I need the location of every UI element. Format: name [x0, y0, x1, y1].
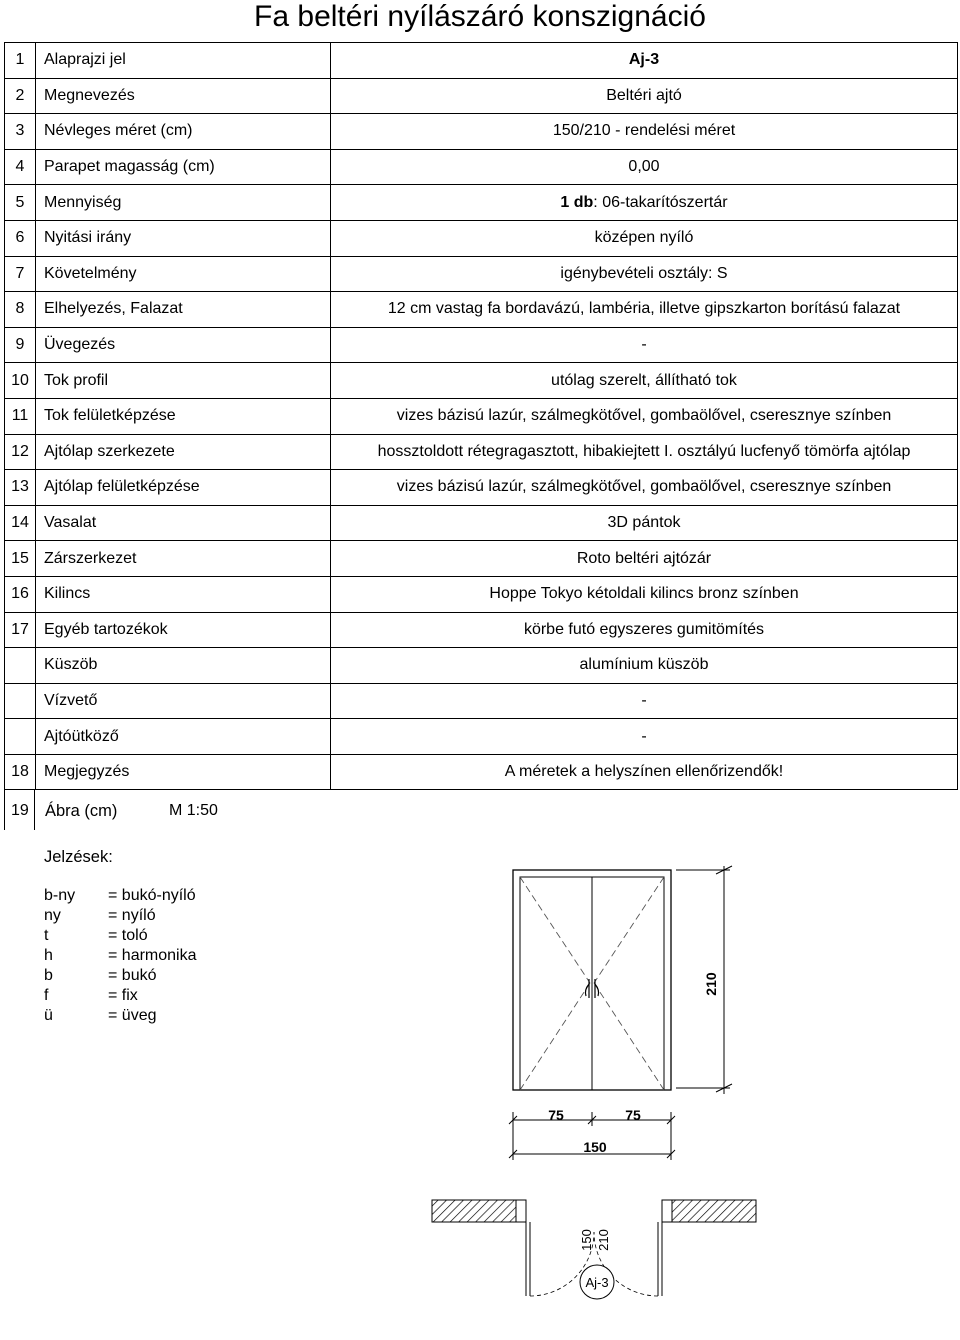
row-value: középen nyíló	[331, 220, 958, 256]
row-number: 19	[11, 802, 29, 819]
legend-value: = fix	[108, 987, 138, 1004]
row-label: Küszöb	[36, 648, 331, 684]
door-tag-label: Aj-3	[585, 1275, 609, 1290]
row-label: Megjegyzés	[36, 754, 331, 790]
row-label: Vízvető	[36, 683, 331, 719]
row-value: vizes bázisú lazúr, szálmegkötővel, gombaölővel, cseresznye színben	[331, 470, 958, 506]
scale-label: M 1:50	[169, 802, 218, 819]
row-number: 15	[5, 541, 36, 577]
row-value: Beltéri ajtó	[331, 78, 958, 114]
row-value: hossztoldott rétegragasztott, hibakiejtett I. osztályú lucfenyő tömörfa ajtólap	[331, 434, 958, 470]
row-label: Ajtóütköző	[36, 719, 331, 755]
legend-value: = üveg	[108, 1007, 157, 1024]
row-value: 12 cm vastag fa bordavázú, lambéria, illetve gipszkarton borítású falazat	[331, 292, 958, 328]
row-number: 3	[5, 114, 36, 150]
plan-height-label: 210	[596, 1229, 611, 1251]
row-label: Követelmény	[36, 256, 331, 292]
wall-right	[672, 1200, 756, 1222]
legend-key: f	[44, 987, 49, 1004]
leaf-right-dim-label: 75	[625, 1107, 641, 1123]
row-value: Roto beltéri ajtózár	[331, 541, 958, 577]
row-value: -	[331, 683, 958, 719]
row-value: -	[331, 719, 958, 755]
row-label: Egyéb tartozékok	[36, 612, 331, 648]
legend-key: ü	[44, 1007, 53, 1024]
row-number: 5	[5, 185, 36, 221]
row-label: Parapet magasság (cm)	[36, 149, 331, 185]
row-value: vizes bázisú lazúr, szálmegkötővel, gombaölővel, cseresznye színben	[331, 398, 958, 434]
row-label: Ajtólap szerkezete	[36, 434, 331, 470]
row-number: 12	[5, 434, 36, 470]
plan-width-label: 150	[579, 1229, 594, 1251]
row-number: 14	[5, 505, 36, 541]
row-number: 10	[5, 363, 36, 399]
row-label: Kilincs	[36, 576, 331, 612]
row-number: 9	[5, 327, 36, 363]
row-number: 7	[5, 256, 36, 292]
row-value: 0,00	[331, 149, 958, 185]
row-value: -	[331, 327, 958, 363]
row-value: Hoppe Tokyo kétoldali kilincs bronz színben	[331, 576, 958, 612]
row-label: Mennyiség	[36, 185, 331, 221]
row-number: 4	[5, 149, 36, 185]
row-number: 16	[5, 576, 36, 612]
row-value: alumínium küszöb	[331, 648, 958, 684]
row-label: Vasalat	[36, 505, 331, 541]
row-label: Ábra (cm)	[45, 802, 118, 820]
legend-key: b	[44, 967, 53, 984]
row-value: 3D pántok	[331, 505, 958, 541]
door-leaf-left	[520, 877, 592, 1090]
row-label: Üvegezés	[36, 327, 331, 363]
leaf-left-dim-label: 75	[548, 1107, 564, 1123]
legend-value: = harmonika	[108, 947, 197, 964]
total-width-dim-label: 150	[583, 1139, 607, 1155]
row-number: 1	[5, 43, 36, 79]
legend-value: = bukó-nyíló	[108, 887, 196, 904]
row-value: utólag szerelt, állítható tok	[331, 363, 958, 399]
row-label: Tok profil	[36, 363, 331, 399]
row-label: Megnevezés	[36, 78, 331, 114]
legend-key: h	[44, 947, 53, 964]
legend-key: t	[44, 927, 49, 944]
door-leaf-right	[592, 877, 664, 1090]
row-value: igénybevételi osztály: S	[331, 256, 958, 292]
row-number: 18	[5, 754, 36, 790]
row-number: 11	[5, 398, 36, 434]
height-dim-label: 210	[703, 972, 719, 996]
row-number: 2	[5, 78, 36, 114]
row-value: Aj-3	[331, 43, 958, 79]
legend-value: = toló	[108, 927, 148, 944]
legend-title: Jelzések:	[44, 848, 113, 866]
wall-left	[432, 1200, 516, 1222]
row-number: 6	[5, 220, 36, 256]
quantity-bold: 1 db	[560, 193, 594, 211]
row-label: Nyitási irány	[36, 220, 331, 256]
row-label: Zárszerkezet	[36, 541, 331, 577]
legend-value: = nyíló	[108, 907, 156, 924]
quantity-rest: : 06-takarítószertár	[593, 193, 728, 211]
row-value: A méretek a helyszínen ellenőrizendők!	[331, 754, 958, 790]
row-label: Névleges méret (cm)	[36, 114, 331, 150]
legend-key: ny	[44, 907, 61, 924]
row-number: 13	[5, 470, 36, 506]
row-number: 8	[5, 292, 36, 328]
row-number: 17	[5, 612, 36, 648]
row-label: Elhelyezés, Falazat	[36, 292, 331, 328]
legend-value: = bukó	[108, 967, 157, 984]
legend-key: b-ny	[44, 887, 76, 904]
row-value: körbe futó egyszeres gumitömítés	[331, 612, 958, 648]
row-label: Tok felületképzése	[36, 398, 331, 434]
row-label: Alaprajzi jel	[36, 43, 331, 79]
row-label: Ajtólap felületképzése	[36, 470, 331, 506]
page-title: Fa beltéri nyílászáró konszignáció	[254, 0, 706, 33]
row-value: 150/210 - rendelési méret	[331, 114, 958, 150]
